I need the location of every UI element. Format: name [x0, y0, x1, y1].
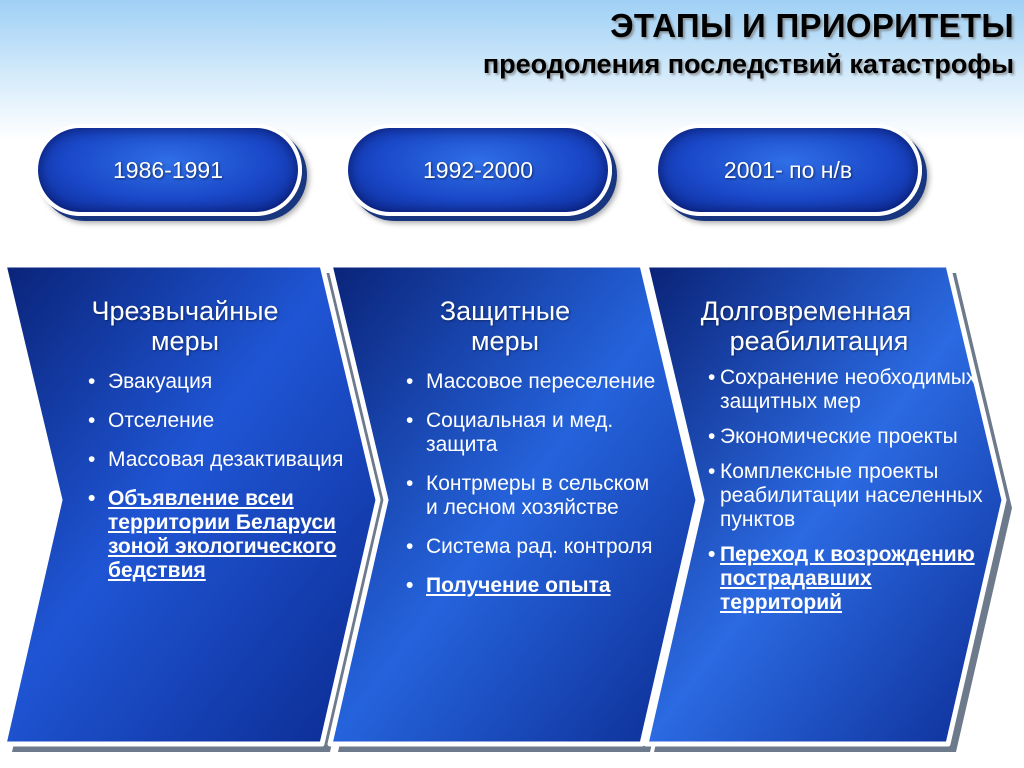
column-protective [400, 296, 680, 613]
period-label-3: 2001- по н/в [723, 156, 853, 183]
list-item: • Социальная и мед. защита [404, 409, 666, 457]
list-item: • Комплексные проекты реабилитации населенных пунктов [708, 460, 998, 532]
list-item: • Система рад. контроля [404, 535, 666, 559]
column-heading: Защитные меры [439, 296, 571, 356]
column-long-term [660, 296, 1000, 626]
item-list [708, 366, 998, 615]
list-item: • Отселение [86, 409, 354, 433]
list-item: • Массовая дезактивация [86, 448, 354, 472]
item-list [86, 370, 354, 583]
period-label-2: 1992-2000 [423, 156, 533, 183]
page-subtitle: преодоления последствий катастрофы [482, 49, 1014, 79]
list-item: • Переход к возрождению пострадавших территорий [708, 543, 998, 615]
list-item: • Массовое переселение [404, 370, 666, 394]
list-item: • Эвакуация [86, 370, 354, 394]
item-list [404, 370, 666, 598]
list-item: • Экономические проекты [708, 425, 998, 449]
list-item: • Получение опыта [404, 574, 666, 598]
list-item: • Объявление всеи территории Беларуси зоной экологического бедствия [86, 487, 354, 583]
page-title: ЭТАПЫ И ПРИОРИТЕТЫ [610, 7, 1014, 44]
period-label-1: 1986-1991 [113, 156, 223, 183]
list-item: • Сохранение необходимых защитных мер [708, 366, 998, 414]
column-emergency [54, 296, 354, 598]
list-item: • Контрмеры в сельском и лесном хозяйстве [404, 472, 666, 520]
column-heading: Чрезвычайные меры [91, 296, 279, 356]
column-heading: Долговременная реабилитация [700, 296, 912, 356]
